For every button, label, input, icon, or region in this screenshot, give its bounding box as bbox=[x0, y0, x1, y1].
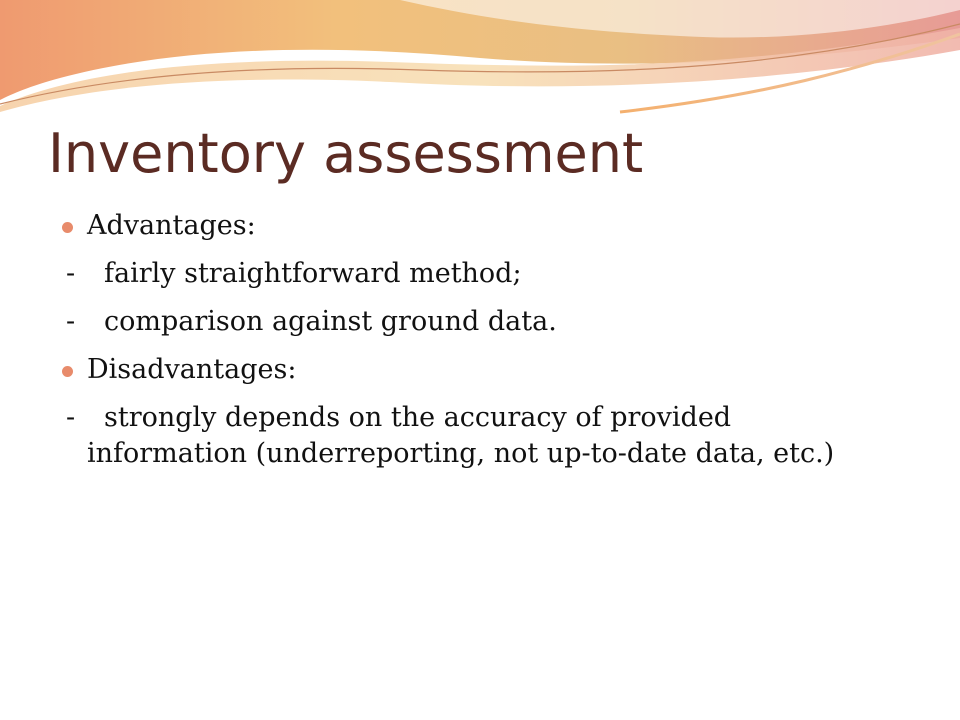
dash-marker: - bbox=[66, 402, 76, 433]
slide-body bbox=[60, 208, 880, 472]
sub-item-comparison bbox=[60, 304, 867, 340]
sub-item-text: fairly straightforward method; bbox=[104, 258, 522, 289]
bullet-disadvantages bbox=[60, 352, 880, 388]
bullet-dot-icon bbox=[62, 222, 73, 233]
slide-title: Inventory assessment bbox=[48, 122, 644, 185]
bullet-dot-icon bbox=[62, 366, 73, 377]
bullet-text: Advantages: bbox=[87, 210, 256, 241]
sub-item-text: comparison against ground data. bbox=[104, 306, 557, 337]
bullet-text: Disadvantages: bbox=[87, 354, 297, 385]
dash-marker: - bbox=[66, 306, 76, 337]
sub-item-straightforward bbox=[60, 256, 867, 292]
sub-item-accuracy bbox=[60, 400, 867, 472]
dash-marker: - bbox=[66, 258, 76, 289]
sub-item-text: strongly depends on the accuracy of provided information (underreporting, not up-to-date data, etc.) bbox=[87, 402, 835, 469]
header-wave-decoration bbox=[0, 0, 960, 120]
bullet-advantages bbox=[60, 208, 880, 244]
